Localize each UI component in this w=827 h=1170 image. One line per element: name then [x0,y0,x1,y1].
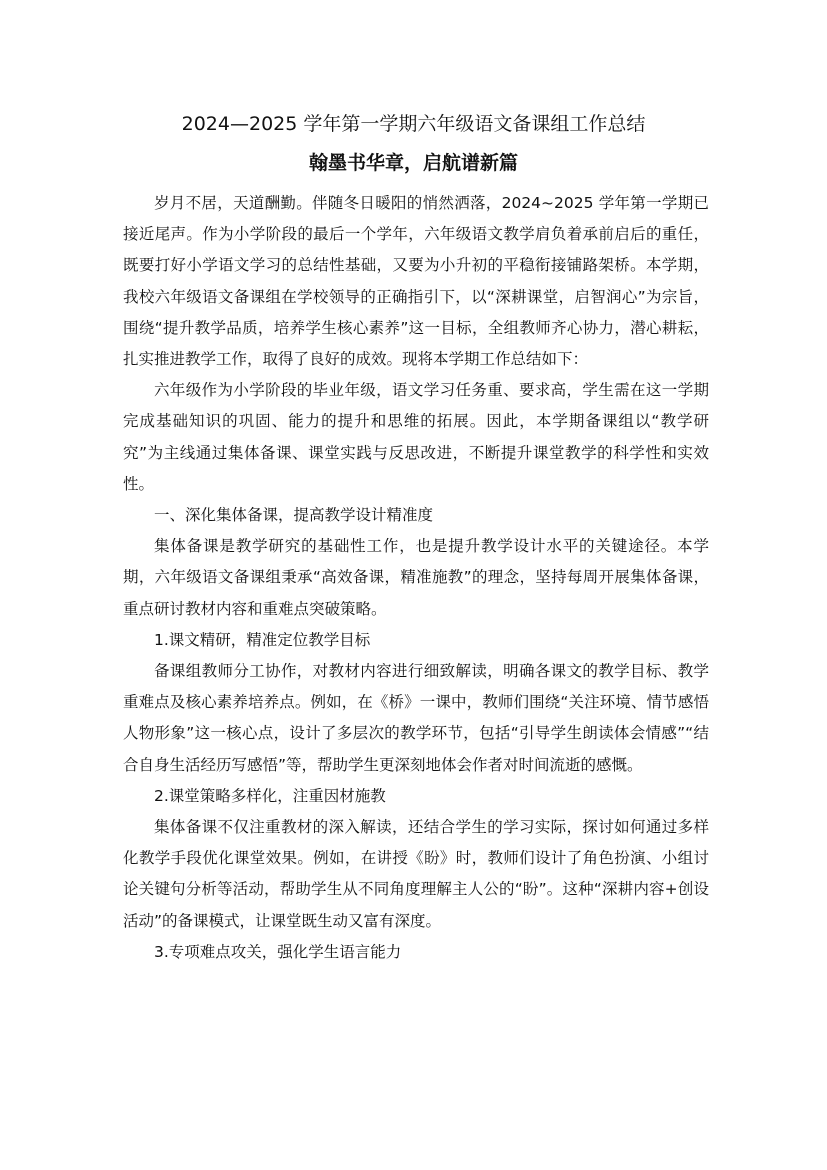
document-subtitle: 翰墨书华章，启航谱新篇 [308,152,518,174]
subheading-3: 3.专项难点攻关，强化学生语言能力 [154,942,402,961]
overview-paragraph: 六年级作为小学阶段的毕业年级，语文学习任务重、要求高，学生需在这一学期完成基础知识的巩固、能力的提升和思维的拓展。因此，本学期备课组以“教学研究”为主线通过集体备课、课堂实践与反思改进，不断提升课堂教学的科学性和实效性。 [123,381,709,493]
section-1-paragraph: 集体备课是教学研究的基础性工作，也是提升教学设计水平的关键途径。本学期，六年级语文备课组秉承“高效备课，精准施教”的理念，坚持每周开展集体备课，重点研讨教材内容和重难点突破策略。 [123,537,709,618]
subheading-1: 1.课文精研，精准定位教学目标 [154,630,371,649]
intro-paragraph: 岁月不居，天道酬勤。伴随冬日暖阳的悄然洒落，2024~2025 学年第一学期已接近尾声。作为小学阶段的最后一个学年，六年级语文教学肩负着承前启后的重任，既要打好小学语文学习的总结性基础，又要为小升初的平稳衔接铺路架桥。本学期，我校六年级语文备课组在学校领导的正确指引下，以“深耕课堂，启智润心”为宗旨，围绕“提升教学品质，培养学生核心素养”这一目标，全组教师齐心协力，潜心耕耘，扎实推进教学工作，取得了良好的成效。现将本学期工作总结如下： [123,194,709,369]
subheading-2: 2.课堂策略多样化，注重因材施教 [154,786,386,805]
subheading-2-paragraph: 集体备课不仅注重教材的深入解读，还结合学生的学习实际，探讨如何通过多样化教学手段优化课堂效果。例如，在讲授《盼》时，教师们设计了角色扮演、小组讨论关键句分析等活动，帮助学生从不同角度理解主人公的“盼”。这种“深耕内容+创设活动”的备课模式，让课堂既生动又富有深度。 [123,818,709,930]
document-body [123,188,709,968]
section-heading-1: 一、深化集体备课，提高教学设计精准度 [154,506,434,525]
subheading-1-paragraph: 备课组教师分工协作，对教材内容进行细致解读，明确各课文的教学目标、教学重难点及核心素养培养点。例如，在《桥》一课中，教师们围绕“关注环境、情节感悟人物形象”这一核心点，设计了多层次的教学环节，包括“引导学生朗读体会情感”“结合自身生活经历写感悟”等，帮助学生更深刻地体会作者对时间流逝的感慨。 [123,662,709,774]
document-title: 2024—2025 学年第一学期六年级语文备课组工作总结 [181,113,646,135]
